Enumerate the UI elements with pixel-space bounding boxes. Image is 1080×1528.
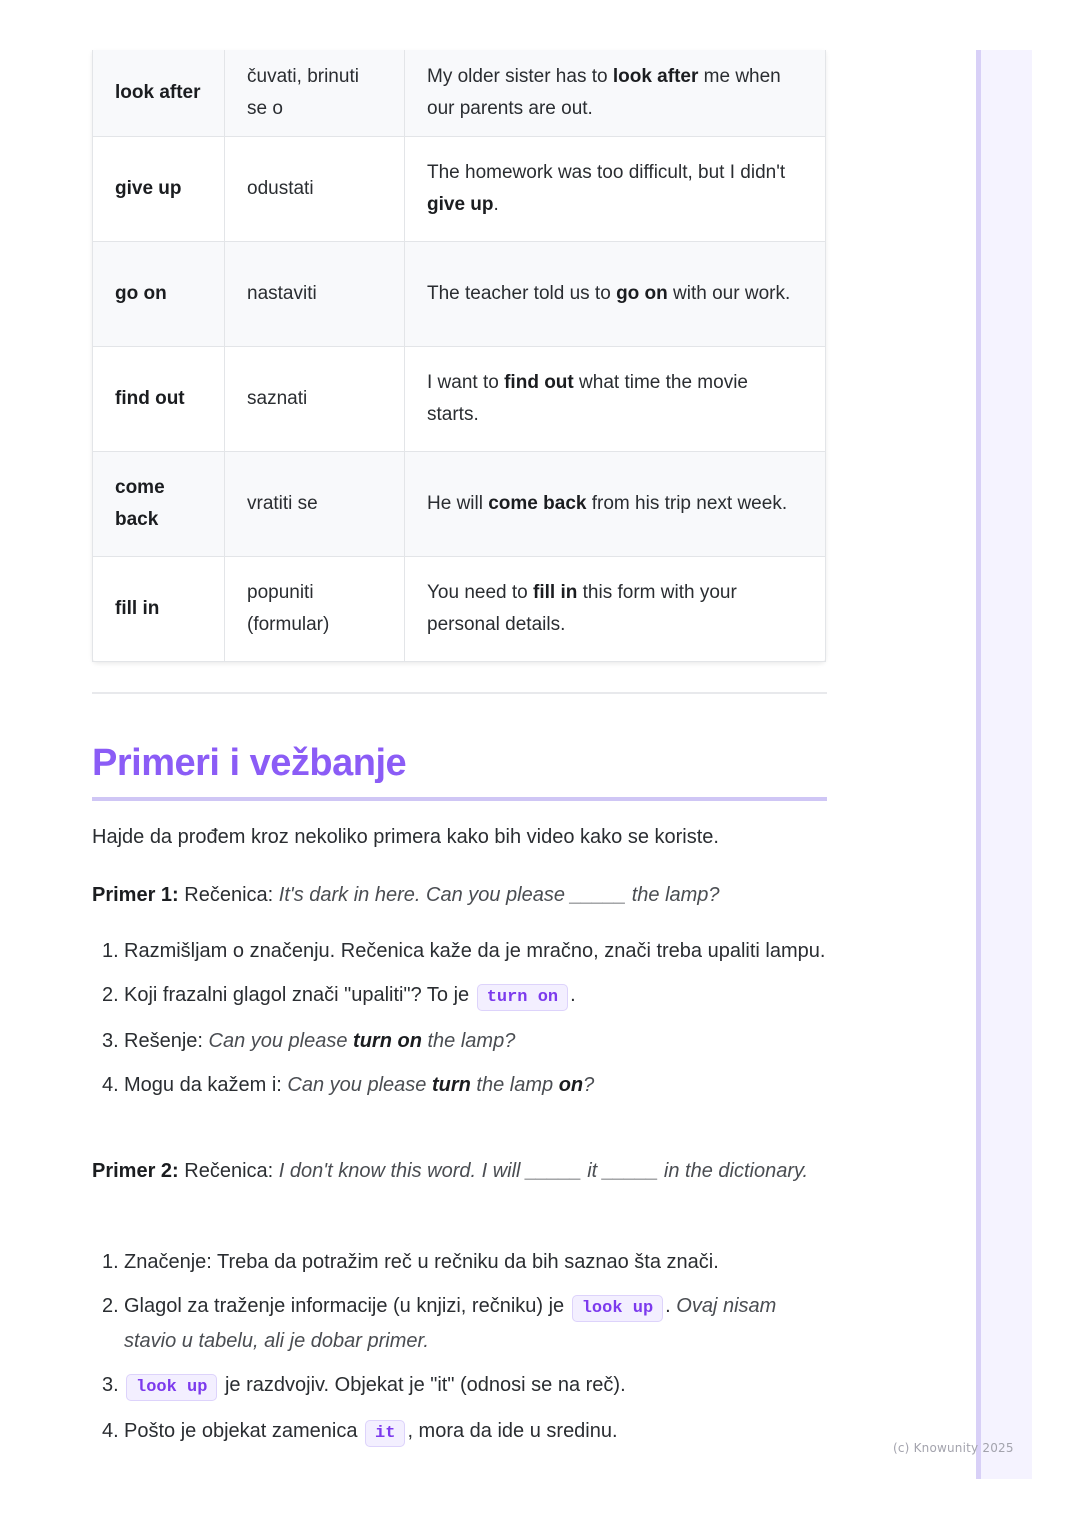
verb-cell: go on: [93, 241, 225, 346]
list-item: 2. Koji frazalni glagol znači "upaliti"? To je turn on .: [92, 979, 827, 1014]
example-cell: The homework was too difficult, but I didn't give up.: [405, 136, 826, 241]
example-cell: I want to find out what time the movie starts.: [405, 346, 826, 451]
code-chip: look up: [126, 1374, 217, 1401]
list-item: 1. Razmišljam o značenju. Rečenica kaže da je mračno, znači treba upaliti lampu.: [102, 940, 826, 962]
list-item: 1. Značenje: Treba da potražim reč u rečniku da bih saznao šta znači.: [102, 1251, 719, 1273]
verb-cell: give up: [93, 136, 225, 241]
example-cell: He will come back from his trip next week.: [405, 451, 826, 556]
table-row: [93, 50, 826, 136]
example-cell: My older sister has to look after me when our parents are out.: [405, 50, 826, 136]
code-chip: turn on: [477, 984, 568, 1011]
example-2-steps: [92, 1246, 827, 1461]
list-item: 4. Pošto je objekat zamenica it , mora da ide u sredinu.: [92, 1415, 827, 1450]
verb-cell: fill in: [93, 556, 225, 661]
list-item: 3. look up je razdvojiv. Objekat je "it" (odnosi se na reč).: [92, 1369, 827, 1404]
translation-cell: nastaviti: [225, 241, 405, 346]
table-row: [93, 346, 826, 451]
list-item: 3. Rešenje: Can you please turn on the lamp?: [102, 1030, 516, 1052]
heading-underline: [92, 797, 827, 801]
example-1-steps: [92, 935, 827, 1113]
translation-cell: saznati: [225, 346, 405, 451]
side-rail: [976, 50, 1032, 1479]
section-heading: Primeri i vežbanje: [92, 742, 407, 784]
example-cell: The teacher told us to go on with our work.: [405, 241, 826, 346]
list-item: 4. Mogu da kažem i: Can you please turn the lamp on?: [102, 1074, 595, 1096]
verb-cell: look after: [93, 50, 225, 136]
verb-cell: come back: [93, 451, 225, 556]
table-row: [93, 451, 826, 556]
section-divider: [92, 692, 827, 694]
table-row: [93, 136, 826, 241]
example-1-prompt: Primer 1: Rečenica: It's dark in here. Can you please _____ the lamp?: [92, 884, 720, 906]
translation-cell: popuniti (formular): [225, 556, 405, 661]
translation-cell: čuvati, brinuti se o: [225, 50, 405, 136]
code-chip: look up: [572, 1295, 663, 1322]
translation-cell: odustati: [225, 136, 405, 241]
list-item: 2. Glagol za traženje informacije (u knjizi, rečniku) je look up . Ovaj nisam stavio u tabelu, ali je dobar primer.: [102, 1295, 777, 1352]
table-row: [93, 556, 826, 661]
copyright-footer: (c) Knowunity 2025: [893, 1441, 1014, 1455]
example-2-prompt: Primer 2: Rečenica: I don't know this word. I will _____ it _____ in the dictionary.: [92, 1160, 809, 1182]
table-row: [93, 241, 826, 346]
example-cell: You need to fill in this form with your personal details.: [405, 556, 826, 661]
intro-paragraph: Hajde da prođem kroz nekoliko primera kako bih video kako se koriste.: [92, 826, 719, 848]
code-chip: it: [365, 1420, 405, 1447]
translation-cell: vratiti se: [225, 451, 405, 556]
verb-cell: find out: [93, 346, 225, 451]
phrasal-verbs-table: [92, 50, 826, 662]
